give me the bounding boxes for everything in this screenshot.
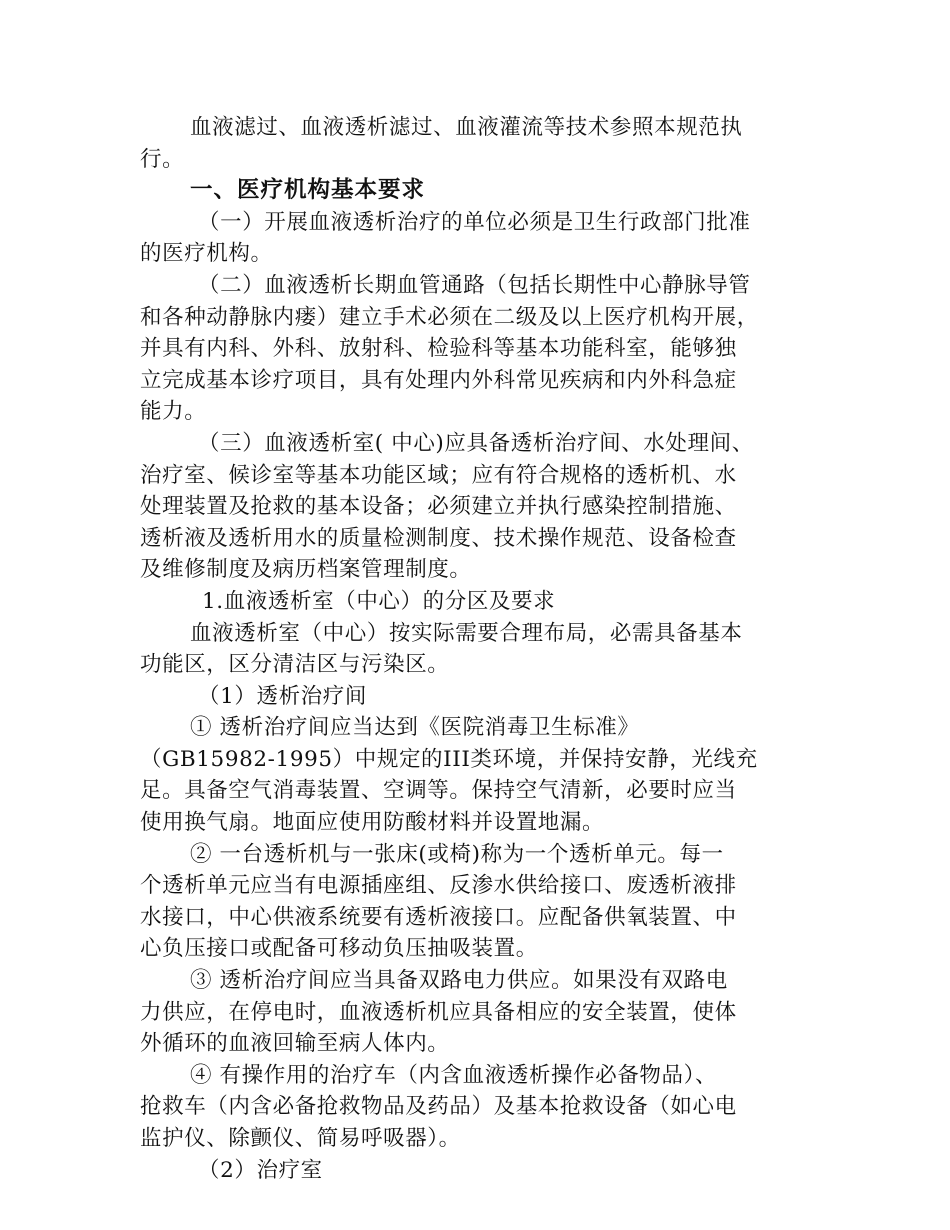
subsection-heading: （1）透析治疗间 bbox=[198, 683, 367, 709]
text-line: 处理装置及抢救的基本设备；必须建立并执行感染控制措施、 bbox=[140, 494, 737, 520]
text-line: 能力。 bbox=[140, 399, 207, 425]
text-line: 心负压接口或配备可移动负压抽吸装置。 bbox=[140, 936, 538, 962]
text-line: 血液滤过、血液透析滤过、血液灌流等技术参照本规范执 bbox=[190, 115, 743, 140]
text-line: （二）血液透析长期血管通路（包括长期性中心静脉导管 bbox=[198, 272, 751, 298]
text-line: 监护仪、除颤仪、简易呼吸器）。 bbox=[140, 1126, 461, 1151]
text-line: 行。 bbox=[140, 146, 185, 172]
document-body bbox=[140, 112, 820, 1186]
text-line: ① 透析治疗间应当达到《医院消毒卫生标准》 bbox=[190, 715, 640, 741]
subsection-heading: 1.血液透析室（中心）的分区及要求 bbox=[202, 588, 556, 614]
text-line: 个透析单元应当有电源插座组、反渗水供给接口、废透析液排 bbox=[140, 873, 737, 899]
section-heading: 一、医疗机构基本要求 bbox=[190, 177, 426, 204]
text-line: 足。具备空气消毒装置、空调等。保持空气清新，必要时应当 bbox=[140, 778, 737, 804]
text-line: （三）血液透析室( 中心)应具备透析治疗间、水处理间、 bbox=[198, 430, 754, 456]
text-line: 治疗室、候诊室等基本功能区域；应有符合规格的透析机、水 bbox=[140, 462, 737, 488]
text-line: 功能区，区分清洁区与污染区。 bbox=[140, 652, 450, 678]
text-line: 使用换气扇。地面应使用防酸材料并设置地漏。 bbox=[140, 810, 605, 836]
text-line: 及维修制度及病历档案管理制度。 bbox=[140, 557, 472, 583]
text-line: ③ 透析治疗间应当具备双路电力供应。如果没有双路电 bbox=[190, 968, 728, 994]
text-line: （一）开展血液透析治疗的单位必须是卫生行政部门批准 bbox=[198, 209, 751, 235]
text-line: 和各种动静脉内瘘）建立手术必须在二级及以上医疗机构开展， bbox=[140, 304, 759, 330]
text-line: 立完成基本诊疗项目，具有处理内外科常见疾病和内外科急症 bbox=[140, 367, 737, 393]
text-line: ② 一台透析机与一张床(或椅)称为一个透析单元。每一 bbox=[190, 841, 724, 867]
subsection-heading: （2）治疗室 bbox=[198, 1157, 323, 1183]
text-line: 血液透析室（中心）按实际需要合理布局，必需具备基本 bbox=[190, 620, 743, 646]
text-line: ④ 有操作用的治疗车（内含血液透析操作必备物品）、 bbox=[190, 1062, 718, 1088]
text-line: 外循环的血液回输至病人体内。 bbox=[140, 1031, 450, 1057]
text-line: 的医疗机构。 bbox=[140, 241, 273, 267]
text-line: 力供应，在停电时，血液透析机应具备相应的安全装置，使体 bbox=[140, 999, 737, 1025]
text-line: （GB15982-1995）中规定的III类环境，并保持安静，光线充 bbox=[140, 746, 758, 772]
text-line: 透析液及透析用水的质量检测制度、技术操作规范、设备检查 bbox=[140, 525, 737, 551]
text-line: 并具有内科、外科、放射科、检验科等基本功能科室，能够独 bbox=[140, 336, 737, 362]
text-line: 抢救车（内含必备抢救物品及药品）及基本抢救设备（如心电 bbox=[140, 1094, 737, 1120]
text-line: 水接口，中心供液系统要有透析液接口。应配备供氧装置、中 bbox=[140, 904, 737, 930]
